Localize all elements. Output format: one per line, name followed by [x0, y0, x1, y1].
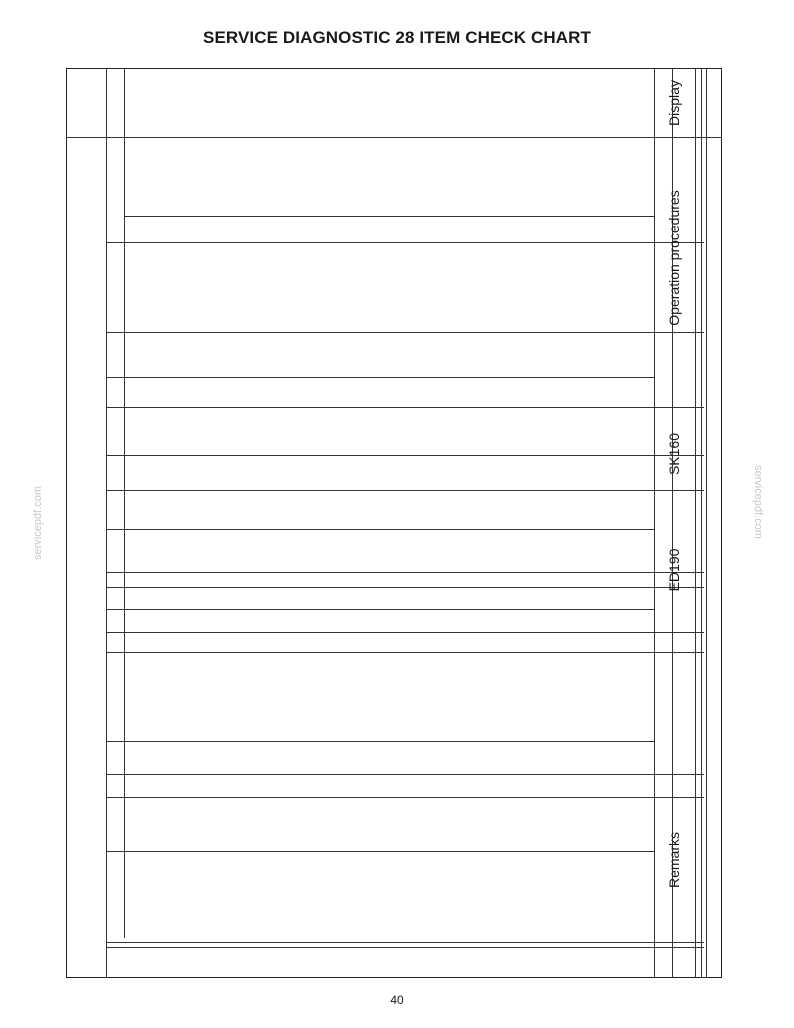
header-display: Display — [666, 80, 682, 126]
header-sk160: SK160 — [666, 432, 682, 476]
header-operation: Operation procedures — [666, 190, 682, 326]
chart-area — [66, 68, 722, 978]
page-number: 40 — [390, 993, 404, 1007]
watermark-right: servicepdf.com — [752, 465, 764, 539]
check-chart-table — [66, 68, 722, 978]
page-title: SERVICE DIAGNOSTIC 28 ITEM CHECK CHART — [203, 28, 591, 47]
header-remarks: Remarks — [666, 832, 682, 889]
watermark-left: servicepdf.com — [32, 486, 44, 560]
header-ed190: ED190 — [666, 548, 682, 592]
